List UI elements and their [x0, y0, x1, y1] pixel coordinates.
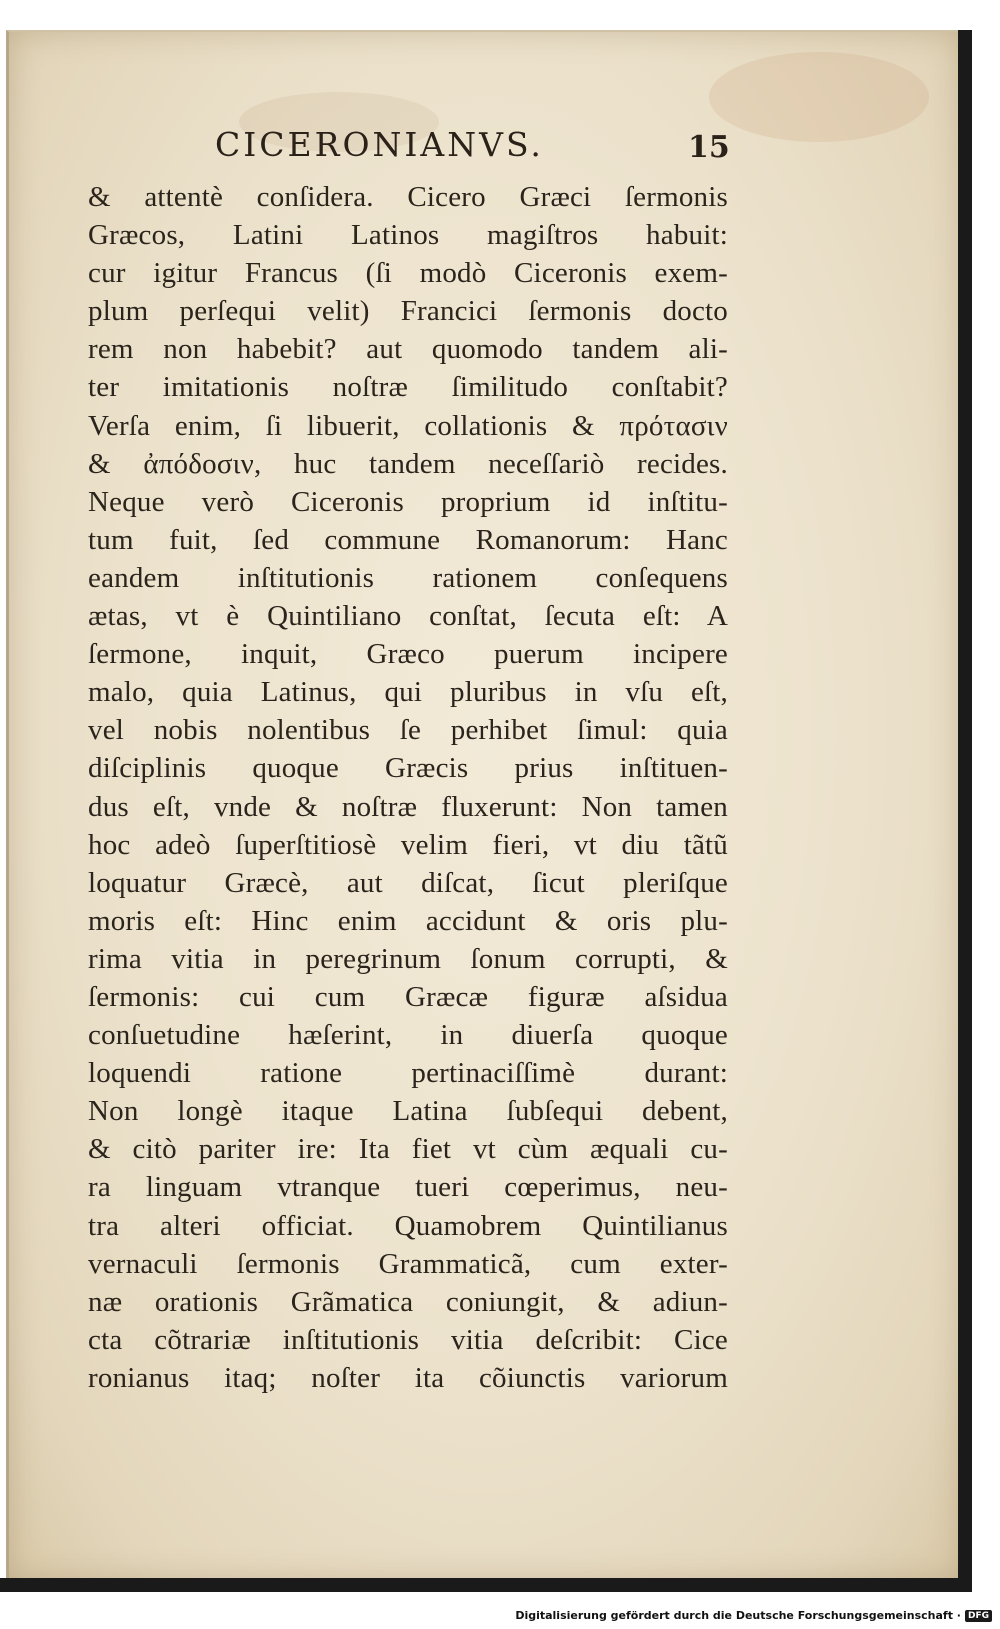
text-line: rima vitia in peregrinum ſonum corrupti, & — [88, 942, 728, 975]
text-line: diſciplinis quoque Græcis prius inſtituen- — [88, 752, 728, 785]
page-edge-shadow — [958, 30, 972, 1578]
dfg-logo: DFG — [965, 1610, 992, 1622]
text-line: rem non habebit? aut quomodo tandem ali- — [88, 333, 728, 366]
text-line: dus eſt, vnde & noſtræ fluxerunt: Non tamen — [88, 790, 728, 823]
text-line: ra linguam vtranque tueri cœperimus, neu- — [88, 1171, 728, 1204]
text-line: Neque verò Ciceronis proprium id inſtitu- — [88, 485, 728, 518]
text-line: ſermonis: cui cum Græcæ figuræ aſsidua — [88, 980, 728, 1013]
text-line: & citò pariter ire: Ita fiet vt cùm æquali cu- — [88, 1133, 728, 1166]
credit-text: Digitalisierung gefördert durch die Deutsche Forschungsgemeinschaft · — [515, 1609, 961, 1622]
text-line: ter imitationis noſtræ ſimilitudo conſtabit? — [88, 371, 728, 404]
text-line: malo, quia Latinus, qui pluribus in vſu eſt, — [88, 676, 728, 709]
text-line: Non longè itaque Latina ſubſequi debent, — [88, 1095, 728, 1128]
text-line: conſuetudine hæſerint, in diuerſa quoque — [88, 1019, 728, 1052]
text-line: loquendi ratione pertinaciſſimè durant: — [88, 1057, 728, 1090]
text-line: vernaculi ſermonis Grammaticã, cum exter- — [88, 1247, 728, 1280]
text-line: & attentè conſidera. Cicero Græci ſermonis — [88, 181, 728, 213]
text-line: Græcos, Latini Latinos magiſtros habuit: — [88, 219, 728, 252]
text-line: plum perſequi velit) Francici ſermonis docto — [88, 295, 728, 328]
page-edge-shadow — [0, 1578, 972, 1592]
text-line: eandem inſtitutionis rationem conſequens — [88, 561, 728, 594]
text-line: næ orationis Grãmatica coniungit, & adiun- — [88, 1285, 728, 1318]
text-line: ronianus itaq; noſter ita cõiunctis variorum — [88, 1361, 728, 1394]
text-line: & ἀπόδοσιν, huc tandem neceſſariò recides. — [88, 447, 728, 480]
text-line: loquatur Græcè, aut diſcat, ſicut pleriſque — [88, 866, 728, 899]
text-line: ſermone, inquit, Græco puerum incipere — [88, 638, 728, 671]
text-line: tum fuit, ſed commune Romanorum: Hanc — [88, 523, 728, 556]
text-line: Verſa enim, ſi libuerit, collationis & πρότασιν — [88, 409, 728, 442]
page-number: 15 — [688, 130, 730, 165]
text-line: cta cõtrariæ inſtitutionis vitia deſcribit: Cice — [88, 1323, 728, 1356]
paper-stain — [709, 52, 929, 142]
digitization-credit — [515, 1609, 992, 1622]
text-line: tra alteri officiat. Quamobrem Quintilianus — [88, 1209, 728, 1242]
text-line: hoc adeò ſuperſtitiosè velim fieri, vt diu tãtũ — [88, 828, 728, 861]
text-line: moris eſt: Hinc enim accidunt & oris plu- — [88, 904, 728, 937]
running-title: CICERONIANVS. — [215, 125, 544, 164]
text-line: ætas, vt è Quintiliano conſtat, ſecuta eſt: A — [88, 600, 728, 633]
body-text — [88, 178, 728, 1397]
text-line: vel nobis nolentibus ſe perhibet ſimul: quia — [88, 714, 728, 747]
text-line: cur igitur Francus (ſi modò Ciceronis exem- — [88, 257, 728, 290]
